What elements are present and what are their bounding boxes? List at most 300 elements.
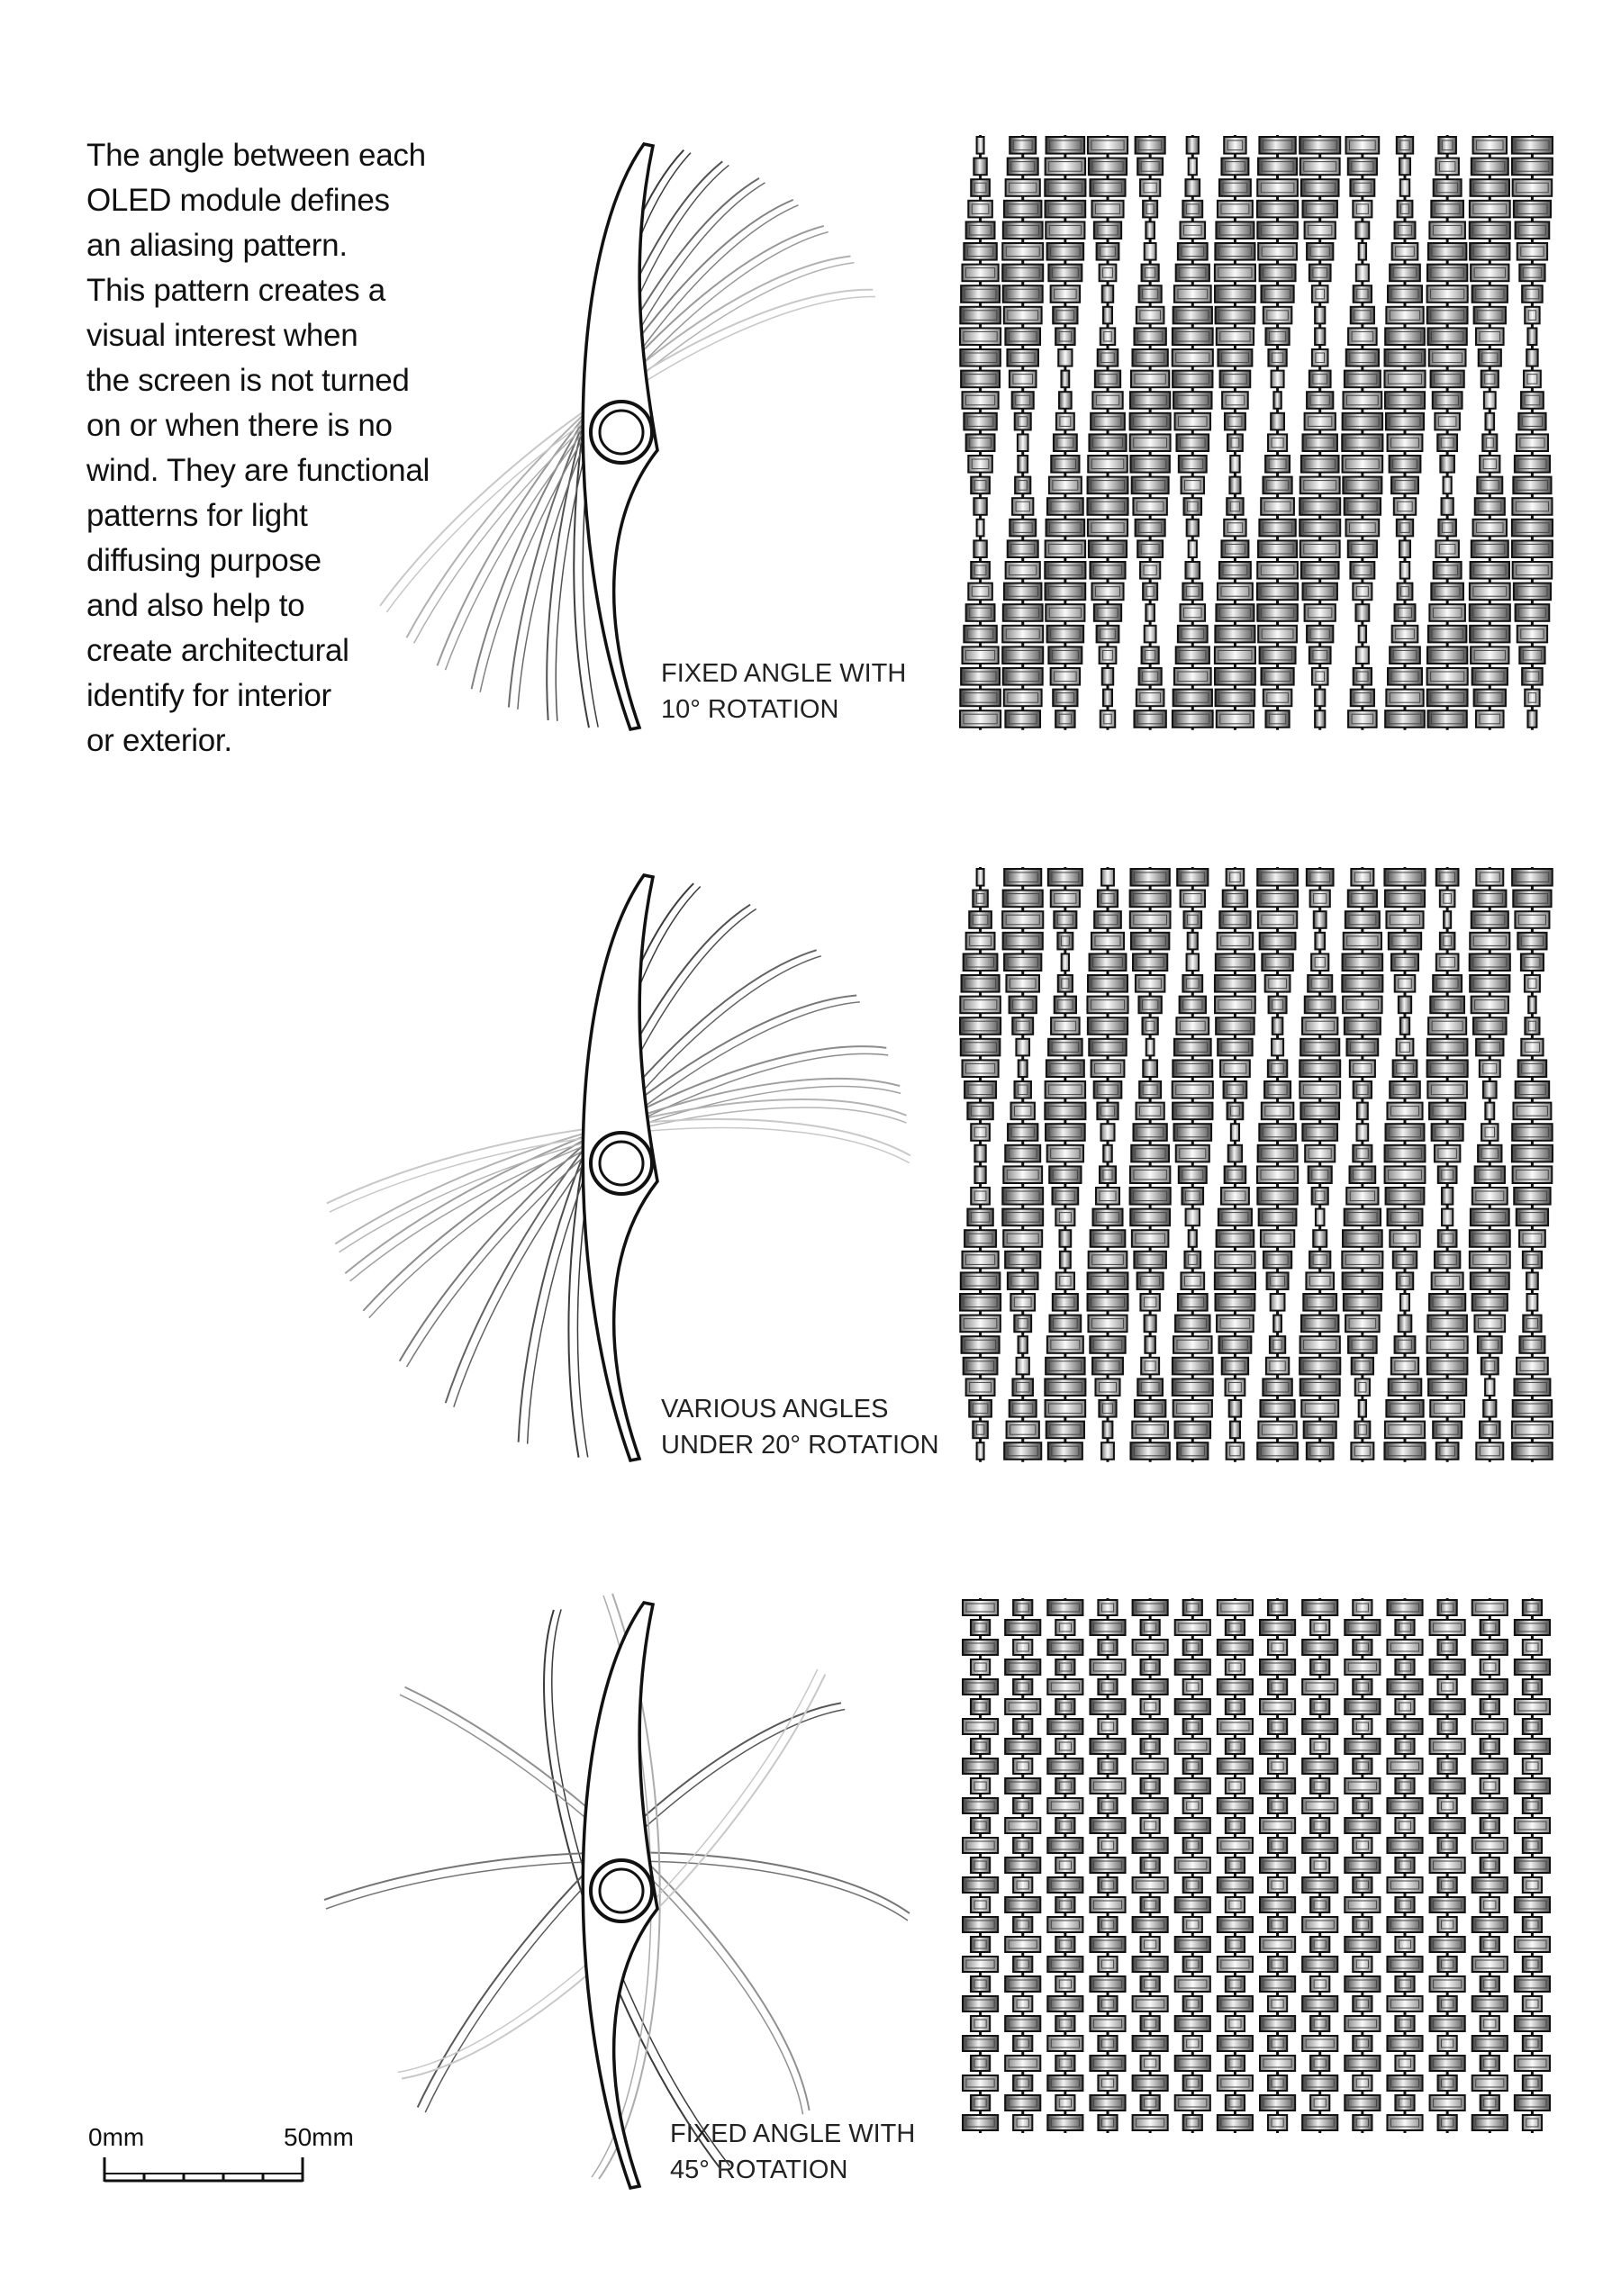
oled-module [974, 540, 986, 557]
oled-module [1173, 1124, 1211, 1141]
oled-module [1101, 869, 1114, 886]
oled-module [1100, 265, 1117, 282]
oled-module [1438, 1877, 1457, 1893]
oled-module [1268, 349, 1286, 366]
oled-module [1306, 1272, 1334, 1289]
oled-module [1130, 911, 1171, 928]
oled-module [1434, 179, 1462, 196]
oled-module [1390, 265, 1420, 282]
oled-module [1257, 562, 1298, 579]
oled-module [1098, 1996, 1117, 2011]
oled-module [1183, 1996, 1202, 2011]
oled-module [1263, 1379, 1291, 1396]
oled-module [1100, 710, 1115, 728]
description-line: The angle between each [86, 138, 426, 173]
pattern-column [1430, 1598, 1465, 2133]
oled-module [1515, 1976, 1550, 1992]
oled-module [971, 1620, 990, 1635]
oled-module [971, 1659, 990, 1675]
oled-module [1345, 1017, 1381, 1035]
oled-module [1231, 1124, 1239, 1141]
oled-module [1173, 1400, 1212, 1417]
oled-module [1470, 201, 1510, 218]
oled-module [1055, 2056, 1074, 2071]
oled-module [1005, 1145, 1040, 1162]
oled-module [1472, 1758, 1508, 1774]
oled-module [1187, 137, 1199, 154]
oled-module [1226, 1620, 1245, 1635]
oled-module [1175, 1818, 1210, 1833]
oled-module [1133, 1640, 1168, 1655]
oled-module [1131, 933, 1169, 950]
oled-module [1262, 1103, 1294, 1120]
oled-module [1215, 285, 1255, 303]
oled-module [961, 371, 1000, 388]
oled-module [1430, 1937, 1465, 1952]
oled-module [1183, 1719, 1202, 1734]
oled-module [1480, 1422, 1499, 1439]
pattern-column [1387, 1598, 1422, 2133]
oled-module [1263, 307, 1292, 324]
oled-module [1226, 1937, 1245, 1952]
oled-module [1131, 371, 1169, 388]
oled-module [1345, 2095, 1380, 2111]
oled-module [1310, 1976, 1329, 1992]
oled-module [1141, 2056, 1160, 2071]
oled-module [1354, 668, 1372, 685]
oled-module [971, 1739, 990, 1754]
oled-module [1310, 1620, 1329, 1635]
pattern-column [1342, 135, 1382, 730]
oled-module [1400, 562, 1409, 579]
oled-module [1049, 1166, 1081, 1183]
oled-module [1177, 1442, 1208, 1460]
oled-module [1089, 1252, 1127, 1269]
oled-module [1046, 1081, 1086, 1098]
pattern-column [1087, 135, 1127, 730]
oled-module [1300, 1358, 1340, 1375]
oled-module [1215, 265, 1255, 282]
oled-module [1046, 540, 1085, 557]
oled-module [1225, 413, 1245, 430]
oled-module [1230, 456, 1239, 473]
oled-module [1353, 1957, 1372, 1972]
oled-module [1471, 179, 1509, 196]
oled-module [1268, 1957, 1287, 1972]
oled-module [1216, 1017, 1254, 1035]
oled-module [1004, 307, 1042, 324]
oled-module [1051, 890, 1080, 908]
oled-module [1062, 954, 1069, 971]
oled-module [1302, 1838, 1337, 1853]
oled-module [1512, 869, 1553, 886]
oled-module [1013, 1917, 1032, 1932]
oled-module [1470, 583, 1510, 601]
oled-module [1047, 1336, 1083, 1353]
oled-module [1484, 392, 1496, 409]
oled-module [1091, 583, 1123, 601]
oled-module [1348, 540, 1377, 557]
oled-module [1184, 1252, 1200, 1269]
oled-module [1472, 1719, 1508, 1734]
oled-module [1353, 1145, 1372, 1162]
oled-module [1472, 1679, 1508, 1695]
oled-module [1178, 243, 1208, 260]
oled-module [1099, 1400, 1116, 1417]
oled-module [1260, 1659, 1295, 1675]
oled-module [1145, 626, 1156, 643]
oled-module [1146, 221, 1155, 239]
oled-module [1353, 583, 1372, 601]
oled-module [1136, 975, 1164, 992]
oled-module [1047, 1640, 1082, 1655]
oled-module [974, 1145, 985, 1162]
oled-module [1173, 1103, 1212, 1120]
oled-module [1055, 1699, 1074, 1714]
oled-module [1346, 520, 1380, 537]
oled-module [1229, 477, 1240, 494]
oled-module [1175, 1937, 1210, 1952]
oled-module [1005, 1659, 1040, 1675]
oled-module [1045, 1379, 1085, 1396]
oled-module [1345, 1818, 1380, 1833]
oled-module [973, 890, 988, 908]
caption-line: UNDER 20° ROTATION [661, 1431, 939, 1460]
oled-module [963, 1877, 998, 1893]
oled-module [1089, 1039, 1126, 1056]
pattern-column [1512, 867, 1553, 1462]
oled-module [1475, 498, 1505, 515]
oled-module [1310, 2095, 1329, 2111]
oled-module [1300, 1379, 1340, 1396]
oled-module [1444, 911, 1451, 928]
oled-module [1047, 1679, 1082, 1695]
oled-module [1101, 1442, 1114, 1460]
oled-module [1300, 1060, 1340, 1077]
oled-module [1273, 392, 1281, 409]
oled-module [1353, 1798, 1372, 1813]
oled-module [962, 1336, 1000, 1353]
oled-module [1090, 562, 1125, 579]
oled-module [1058, 975, 1073, 992]
description-line: This pattern creates a [86, 273, 385, 308]
oled-module [1389, 1379, 1422, 1396]
oled-module [1131, 1145, 1169, 1162]
oled-module [1430, 1818, 1465, 1833]
oled-module [1429, 604, 1465, 621]
oled-module [974, 1166, 985, 1183]
oled-module [964, 626, 996, 643]
oled-module [973, 1422, 988, 1439]
oled-module [1261, 498, 1294, 515]
oled-module [1428, 626, 1466, 643]
oled-module [1260, 2016, 1295, 2031]
oled-module [1018, 434, 1028, 451]
oled-module [1481, 1620, 1499, 1635]
oled-module [1055, 1659, 1074, 1675]
oled-module [962, 1252, 998, 1269]
oled-module [1145, 243, 1156, 260]
oled-module [1090, 1336, 1125, 1353]
oled-module [1047, 243, 1084, 260]
oled-module [1300, 137, 1340, 154]
oled-module [1140, 179, 1160, 196]
oled-module [1429, 221, 1465, 239]
oled-module [1438, 1719, 1457, 1734]
oled-module [1090, 1897, 1125, 1912]
oled-module [1257, 179, 1298, 196]
caption-line: FIXED ANGLE WITH [670, 2120, 916, 2148]
oled-module [1257, 1442, 1298, 1460]
pattern-column [1215, 135, 1255, 730]
oled-module [1388, 1209, 1423, 1226]
oled-module [1430, 1620, 1465, 1635]
oled-module [1430, 1778, 1465, 1794]
oled-module [1133, 498, 1166, 515]
oled-module [1216, 690, 1255, 707]
oled-module [1133, 2036, 1168, 2051]
oled-module [1141, 2095, 1160, 2111]
oled-module [1395, 1659, 1414, 1675]
description-line: create architectural [86, 633, 349, 668]
oled-module [1175, 1659, 1210, 1675]
oled-module [1005, 2095, 1040, 2111]
oled-module [1263, 1252, 1291, 1269]
oled-module [1140, 562, 1160, 579]
oled-module [1130, 392, 1170, 409]
oled-module [960, 1315, 1001, 1333]
oled-module [1100, 328, 1115, 345]
description-line: an aliasing pattern. [86, 228, 348, 263]
pattern-column [1260, 1598, 1295, 2133]
oled-module [1142, 265, 1159, 282]
oled-module [1310, 1897, 1329, 1912]
oled-module [1133, 1996, 1168, 2011]
oled-module [1302, 1798, 1337, 1813]
oled-module [1091, 933, 1124, 950]
oled-module [1310, 2056, 1329, 2071]
oled-module [1427, 285, 1468, 303]
oled-module [1525, 690, 1539, 707]
oled-module [1395, 221, 1416, 239]
oled-module [971, 1778, 990, 1794]
oled-module [1258, 243, 1297, 260]
oled-module [1002, 626, 1043, 643]
oled-module [1048, 265, 1082, 282]
oled-module [1146, 1039, 1155, 1056]
oled-module [1003, 285, 1043, 303]
oled-module [1227, 1103, 1244, 1120]
oled-module [1260, 1400, 1294, 1417]
oled-module [1480, 456, 1499, 473]
oled-module [1387, 1103, 1422, 1120]
oled-module [1141, 2016, 1160, 2031]
oled-module [1431, 371, 1464, 388]
oled-module [1472, 1917, 1508, 1932]
oled-module [1346, 137, 1380, 154]
oled-module [961, 1272, 1001, 1289]
oled-module [1098, 1838, 1117, 1853]
description-line: wind. They are functional [86, 453, 430, 488]
oled-module [1345, 1699, 1380, 1714]
oled-module [1345, 1620, 1380, 1635]
oled-module [1017, 1358, 1029, 1375]
oled-module [1091, 1060, 1125, 1077]
oled-module [1005, 1976, 1040, 1992]
oled-module [1433, 1422, 1462, 1439]
oled-module [1395, 2056, 1414, 2071]
oled-module [1395, 1739, 1414, 1754]
oled-module [1470, 626, 1509, 643]
caption-line: 10° ROTATION [661, 695, 839, 724]
oled-module [974, 158, 986, 176]
oled-module [1474, 307, 1506, 324]
oled-module [1183, 1758, 1202, 1774]
oled-module [1175, 1620, 1210, 1635]
oled-module [1013, 1798, 1032, 1813]
oled-module [1512, 1124, 1553, 1141]
oled-module [1005, 328, 1040, 345]
oled-module [964, 1081, 996, 1098]
oled-module [1523, 2115, 1542, 2130]
oled-module [1263, 690, 1292, 707]
oled-module [1471, 1209, 1509, 1226]
oled-module [1427, 265, 1467, 282]
oled-module [960, 997, 1001, 1014]
oled-module [964, 243, 996, 260]
pattern-column [1470, 867, 1510, 1462]
oled-module [1438, 1758, 1457, 1774]
oled-module [1268, 1679, 1287, 1695]
oled-module [1353, 1838, 1372, 1853]
oled-module [1470, 933, 1509, 950]
caption-line: 45° ROTATION [670, 2156, 848, 2184]
oled-module [1523, 1758, 1542, 1774]
oled-module [1512, 520, 1553, 537]
oled-module [1427, 1060, 1468, 1077]
oled-module [1088, 456, 1127, 473]
oled-module [1055, 710, 1074, 728]
oled-module [1310, 1778, 1329, 1794]
oled-module [1260, 1976, 1295, 1992]
oled-module [1395, 604, 1416, 621]
oled-module [1314, 911, 1327, 928]
oled-module [1013, 1640, 1032, 1655]
oled-module [1226, 1818, 1245, 1833]
oled-module [960, 1294, 1001, 1311]
oled-module [1353, 2036, 1372, 2051]
oled-module [1481, 2095, 1499, 2111]
oled-module [1218, 1758, 1253, 1774]
oled-module [1133, 1877, 1168, 1893]
oled-module [1216, 954, 1254, 971]
scale-start-label: 0mm [88, 2123, 145, 2151]
oled-module [1189, 540, 1197, 557]
oled-module [1130, 1442, 1169, 1460]
oled-module [964, 954, 998, 971]
oled-module [1356, 646, 1369, 664]
oled-module [1215, 997, 1255, 1014]
oled-module [1005, 710, 1040, 728]
oled-module [961, 1039, 1001, 1056]
oled-module [1055, 1976, 1074, 1992]
oled-module [1133, 1758, 1168, 1774]
oled-module [1430, 997, 1464, 1014]
oled-module [1015, 477, 1030, 494]
oled-module [1257, 1188, 1297, 1205]
oled-module [1472, 1838, 1508, 1853]
oled-module [1514, 583, 1551, 601]
oled-module [1313, 1230, 1327, 1247]
oled-module [1047, 2075, 1082, 2091]
oled-module [1215, 1272, 1255, 1289]
oled-module [1058, 349, 1072, 366]
oled-module [1268, 1838, 1287, 1853]
oled-module [1301, 562, 1339, 579]
oled-module [1354, 1081, 1372, 1098]
oled-module [1427, 1358, 1468, 1375]
oled-module [1260, 1778, 1295, 1794]
oled-module [1515, 1897, 1550, 1912]
oled-module [1427, 710, 1466, 728]
oled-module [1046, 137, 1085, 154]
pivot-hole [600, 1869, 643, 1912]
oled-module [1100, 1124, 1114, 1141]
pattern-column [1300, 135, 1340, 730]
oled-module [1302, 1917, 1337, 1932]
oled-module [1098, 1957, 1117, 1972]
oled-module [1268, 1877, 1287, 1893]
pattern-column [1384, 867, 1425, 1462]
oled-module [1176, 1017, 1209, 1035]
oled-module [1013, 1996, 1032, 2011]
oled-module [1387, 1640, 1422, 1655]
oled-module [1310, 1858, 1329, 1873]
oled-module [1260, 1897, 1295, 1912]
oled-module [1176, 265, 1209, 282]
oled-module [1216, 221, 1254, 239]
oled-module [963, 2036, 998, 2051]
oled-module [1387, 1679, 1422, 1695]
oled-module [1047, 1957, 1082, 1972]
oled-module [1395, 2095, 1414, 2111]
oled-module [1218, 583, 1253, 601]
oled-module [1002, 243, 1043, 260]
oled-module [962, 975, 1000, 992]
oled-module [1260, 1620, 1295, 1635]
oled-module [1472, 2115, 1508, 2130]
oled-module [964, 1358, 998, 1375]
oled-module [1187, 520, 1199, 537]
pattern-column [1130, 135, 1171, 730]
oled-module [1526, 1272, 1538, 1289]
oled-module [1141, 1937, 1160, 1952]
oled-module [1046, 1358, 1084, 1375]
oled-module [1098, 1758, 1117, 1774]
oled-module [1257, 221, 1298, 239]
oled-module [1312, 668, 1328, 685]
oled-module [1047, 1145, 1083, 1162]
oled-module [1047, 626, 1084, 643]
oled-module [1259, 1209, 1297, 1226]
oled-module [1400, 1294, 1409, 1311]
oled-module [1186, 1209, 1200, 1226]
oled-module [963, 2075, 998, 2091]
oled-module [1345, 371, 1381, 388]
oled-module [1003, 890, 1043, 908]
oled-module [1471, 562, 1509, 579]
oled-module [1183, 1957, 1202, 1972]
